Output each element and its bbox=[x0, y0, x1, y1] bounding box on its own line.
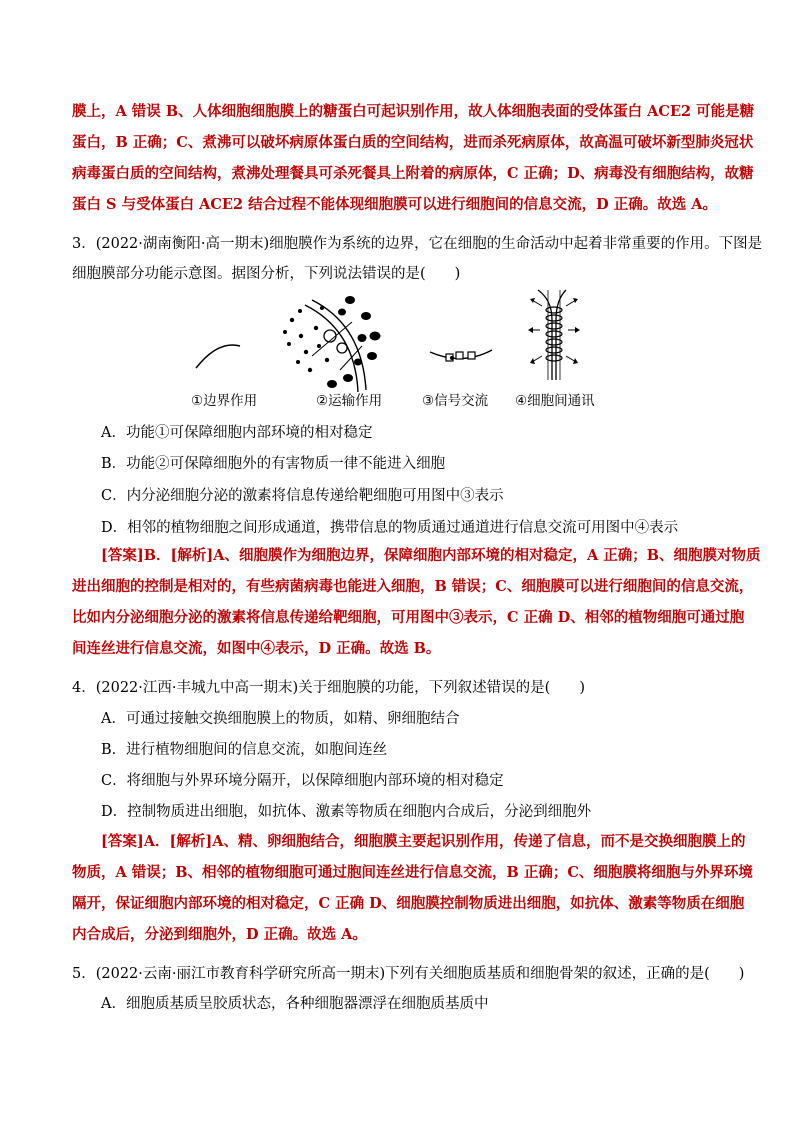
question-5-stem: 5．(2022·云南·丽江市教育科学研究所高一期末)下列有关细胞质基质和细胞骨架的叙述，正确的是( ) bbox=[72, 966, 745, 982]
signal-diagram bbox=[430, 350, 492, 361]
answer-line: [答案]B．[解析]A、细胞膜作为细胞边界，保障细胞内部环境的相对稳定，A 正确；B、细胞膜对物质 bbox=[101, 547, 761, 564]
answer-line: 病毒蛋白质的空间结构，煮沸处理餐具可杀死餐具上附着的病原体，C 正确；D、病毒没有细胞结构，故糖 bbox=[72, 165, 754, 182]
figure-caption-1: ①边界作用 bbox=[191, 393, 258, 409]
answer-block-q3 bbox=[72, 540, 761, 664]
answer-line: 蛋白，B 正确；C、煮沸可以破坏病原体蛋白质的空间结构，进而杀死病原体，故高温可破坏新型肺炎冠状 bbox=[72, 134, 754, 151]
q3-option-b: B．功能②可保障细胞外的有害物质一律不能进入细胞 bbox=[101, 456, 446, 472]
answer-line: 内合成后，分泌到细胞外，D 正确。故选 A。 bbox=[72, 926, 367, 943]
answer-block-q4 bbox=[72, 826, 753, 950]
answer-line: 物质，A 错误；B、相邻的植物细胞可通过胞间连丝进行信息交流，B 正确；C、细胞膜将细胞与外界环境 bbox=[72, 864, 753, 881]
q3-option-d: D．相邻的植物细胞之间形成通道，携带信息的物质通过通道进行信息交流可用图中④表示 bbox=[101, 520, 679, 536]
membrane-function-figure bbox=[0, 0, 794, 420]
figure-caption-2: ②运输作用 bbox=[316, 393, 383, 409]
answer-line: 进出细胞的控制是相对的，有些病菌病毒也能进入细胞，B 错误；C、细胞膜可以进行细胞间的信息交流， bbox=[72, 578, 754, 595]
figure-caption-3: ③信号交流 bbox=[422, 393, 489, 409]
question-4-stem: 4．(2022·江西·丰城九中高一期末)关于细胞膜的功能，下列叙述错误的是( ) bbox=[72, 680, 585, 696]
answer-line: 膜上，A 错误 B、人体细胞细胞膜上的糖蛋白可起识别作用，故人体细胞表面的受体蛋白 ACE2 可能是糖 bbox=[72, 103, 755, 120]
answer-line: [答案]A．[解析]A、精、卵细胞结合，细胞膜主要起识别作用，传递了信息，而不是交换细胞膜上的 bbox=[101, 833, 746, 850]
q4-option-b: B．进行植物细胞间的信息交流，如胞间连丝 bbox=[101, 742, 388, 758]
q3-option-a: A．功能①可保障细胞内部环境的相对稳定 bbox=[101, 425, 373, 441]
answer-line: 比如内分泌细胞分泌的激素将信息传递给靶细胞，可用图中③表示，C 正确 D、相邻的植物细胞可通过胞 bbox=[72, 609, 745, 626]
answer-line: 间连丝进行信息交流，如图中④表示，D 正确。故选 B。 bbox=[72, 640, 441, 657]
q3-option-c: C．内分泌细胞分泌的激素将信息传递给靶细胞可用图中③表示 bbox=[101, 488, 504, 504]
plasmodesmata-diagram bbox=[528, 290, 580, 380]
q4-option-c: C．将细胞与外界环境分隔开，以保障细胞内部环境的相对稳定 bbox=[101, 773, 504, 789]
q4-option-d: D．控制物质进出细胞，如抗体、激素等物质在细胞内合成后，分泌到细胞外 bbox=[101, 804, 592, 820]
figure-caption-4: ④细胞间通讯 bbox=[515, 393, 595, 409]
boundary-membrane-arc bbox=[196, 345, 240, 368]
question-3-stem-line1: 3．(2022·湖南衡阳·高一期末)细胞膜作为系统的边界，它在细胞的生命活动中起着非常重要的作用。下图是 bbox=[72, 236, 763, 252]
question-3-stem-line2: 细胞膜部分功能示意图。据图分析，下列说法错误的是( ) bbox=[72, 266, 461, 282]
q5-option-a: A．细胞质基质呈胶质状态，各种细胞器漂浮在细胞质基质中 bbox=[101, 996, 489, 1012]
transport-diagram bbox=[283, 296, 381, 392]
q4-option-a: A．可通过接触交换细胞膜上的物质，如精、卵细胞结合 bbox=[101, 711, 460, 727]
answer-line: 隔开，保证细胞内部环境的相对稳定，C 正确 D、细胞膜控制物质进出细胞，如抗体、激素等物质在细胞 bbox=[72, 895, 745, 912]
answer-line: 蛋白 S 与受体蛋白 ACE2 结合过程不能体现细胞膜可以进行细胞间的信息交流，D 正确。故选 A。 bbox=[72, 196, 718, 213]
